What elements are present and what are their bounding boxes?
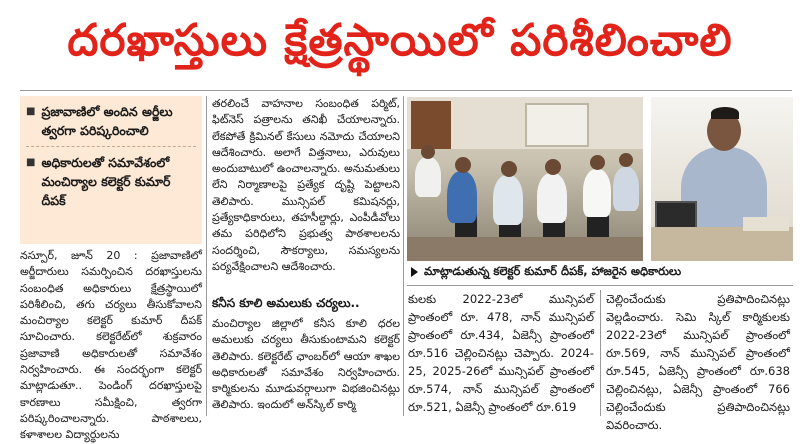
column-divider — [206, 96, 207, 416]
collector-photo — [651, 97, 793, 261]
headline: దరఖాస్తులు క్షేత్రస్థాయిలో పరిశీలించాలి — [67, 15, 733, 66]
article-column-3: కులకు 2022-23లో మున్సిపల్ ప్రాంతంలో రూ. 478, నాన్ మున్సిపల్ ప్రాంతంలో రూ.434, ఏజెన్సీ ప్రాంతంలో రూ.516 చెల్లించినట్లు చెప్పారు. 2024-25, 2025-26లో మున్సిపల్ ప్రాంతంలో రూ.574, నాన్ మున్సిపల్ ప్రాంతంలో రూ.521, ఏజెన్సీ ప్రాంతంలో రూ.619 — [408, 292, 594, 414]
column-divider — [403, 96, 404, 416]
highlight-item — [26, 153, 196, 210]
highlight-item — [26, 102, 196, 140]
article-column-1: నస్పూర్, జూన్ 20 : ప్రజావాణిలో అర్జీదారులు సమర్పించిన దరఖాస్తులను సంబంధిత అధికారులు క్షేత్రస్థాయిలో పరిశీలించి, తగు చర్యలు తీసుకోవాలని మంచిర్యాల కలెక్టర్ కుమార్ దీపక్ సూచించారు. కలెక్టరేట్‌లో శుక్రవారం ప్రజావాణి అధికారులతో సమావేశం నిర్వహించారు. ఈ సందర్భంగా కలెక్టర్ మాట్లాడుతూ.. పెండింగ్ దరఖాస్తులపై కారణాలు సమీక్షించి, త్వరగా పరిష్కరించాలన్నారు. పాఠశాలలు, కళాశాలల విద్యార్థులను — [20, 249, 202, 442]
divider — [26, 146, 196, 147]
bullet-icon: ■ — [26, 157, 36, 168]
caption-rule — [407, 285, 793, 286]
highlight-text: అధికారులతో సమావేశంలో మంచిర్యాల కలెక్టర్ కుమార్ దీపక్ — [41, 155, 171, 208]
meeting-photo — [407, 97, 643, 261]
photo-caption — [407, 261, 793, 283]
highlight-text: ప్రజావాణిలో అందిన అర్జీలు త్వరగా పరిష్కరించాలి — [41, 104, 173, 138]
caption-arrow-icon — [411, 267, 418, 277]
article-column-2: తరలించే వాహనాల సంబంధిత పర్మిట్, ఫిట్‌నెస్ పత్రాలను తనిఖీ చేయాలన్నారు. లేకపోతే క్రిమినల్ కేసులు నమోదు చేయాలని ఆదేశించారు. అలాగే విత్తనాలు, ఎరువులు అందుబాటులో ఉంచాలన్నారు. అనుమతులు లేని నిర్మాణాలపై ప్రత్యేక దృష్టి పెట్టాలని తెలిపారు. మున్సిపల్ కమిషనర్లు, ప్రత్యేకాధికారులు, తహసీల్దార్లు, ఎంపీడీవోలు తమ పరిధిలోని ప్రభుత్వ పాఠశాలలను సందర్శించి, సౌకర్యాలు, సమస్యలను పర్యవేక్షించాలని ఆదేశించారు. — [212, 97, 400, 273]
highlights-box — [20, 96, 202, 244]
headline-rule — [20, 90, 792, 91]
column-divider — [600, 290, 601, 416]
article-column-4: చెల్లించేందుకు ప్రతిపాదించినట్లు వెల్లడించారు. సెమి స్కిల్ కార్మికులకు 2022-23లో మున్సిపల్ ప్రాంతంలో రూ.569, నాన్ మున్సిపల్ ప్రాంతంలో రూ.545, ఏజెన్సీ ప్రాంతంలో రూ.638 చెల్లించినట్లు, ఏజెన్సీ ప్రాంతంలో 766 చెల్లించేందుకు ప్రతిపాదించినట్లు వివరించారు. — [606, 292, 790, 432]
caption-text: మాట్లాడుతున్న కలెక్టర్ కుమార్ దీపక్, హాజరైన అధికారులు — [424, 263, 682, 278]
article-column-2b: మంచిర్యాల జిల్లాలో కనీస కూలి ధరల అమలుకు చర్యలు తీసుకుంటామని కలెక్టర్ తెలిపారు. కలెక్టరేట్ ఛాంబర్‌లో ఆయా శాఖల అధికారులతో సమావేశం నిర్వహించారు. కార్మికులను మూడువర్గాలుగా విభజించినట్లు తెలిపారు. ఇందులో అన్‌స్కిల్ కార్మి — [212, 317, 400, 412]
subheading: కనీస కూలి అమలుకు చర్యలు.. — [212, 296, 360, 310]
bullet-icon: ■ — [26, 106, 36, 117]
